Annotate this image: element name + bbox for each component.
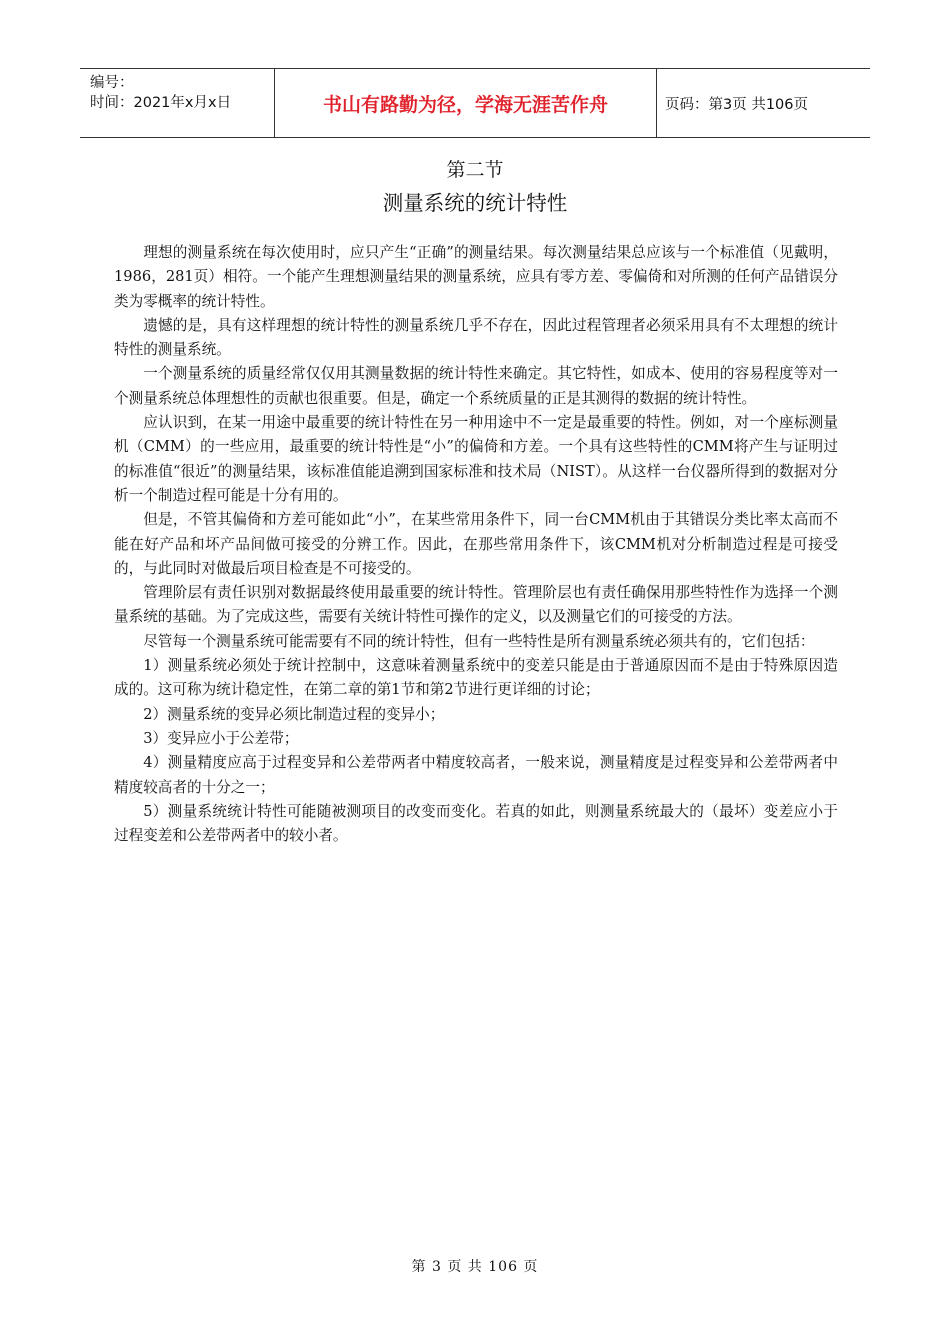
paragraph: 但是，不管其偏倚和方差可能如此“小”，在某些常用条件下，同一台CMM机由于其错误分类比率太高而不能在好产品和坏产品间做可接受的分辨工作。因此，在那些常用条件下，该CMM机对分析制造过程是可接受的，与此同时对做最后项目检查是不可接受的。 (114, 511, 838, 577)
list-item: 1）测量系统必须处于统计控制中，这意味着测量系统中的变差只能是由于普通原因而不是由于特殊原因造成的。这可称为统计稳定性，在第二章的第1节和第2节进行更详细的讨论； (114, 657, 838, 699)
number-label: 编号： (90, 75, 134, 91)
page-header (80, 68, 870, 138)
list-item: 4）测量精度应高于过程变异和公差带两者中精度较高者，一般来说，测量精度是过程变异和公差带两者中精度较高者的十分之一； (114, 754, 838, 796)
body-text (114, 241, 838, 848)
header-meta (80, 69, 275, 137)
paragraph: 尽管每一个测量系统可能需要有不同的统计特性，但有一些特性是所有测量系统必须共有的，它们包括： (143, 632, 815, 650)
paragraph: 遗憾的是，具有这样理想的统计特性的测量系统几乎不存在，因此过程管理者必须采用具有不太理想的统计特性的测量系统。 (114, 316, 838, 359)
header-motto: 书山有路勤为径，学海无涯苦作舟 (275, 69, 657, 137)
list-item: 3）变异应小于公差带； (143, 729, 299, 747)
header-page-info: 页码：第3页 共106页 (665, 96, 809, 113)
section-title: 第二节 (446, 159, 504, 181)
page-title: 测量系统的统计特性 (382, 191, 568, 215)
paragraph: 应认识到，在某一用途中最重要的统计特性在另一种用途中不一定是最重要的特性。例如，对一个座标测量机（CMM）的一些应用，最重要的统计特性是“小”的偏倚和方差。一个具有这些特性的CMM将产生与证明过的标准值“很近”的测量结果，该标准值能追溯到国家标准和技术局（NIST）。从这样一台仪器所得到的数据对分析一个制造过程可能是十分有用的。 (114, 414, 838, 504)
page-footer: 第 3 页 共 106 页 (411, 1259, 539, 1275)
paragraph: 管理阶层有责任识别对数据最终使用最重要的统计特性。管理阶层也有责任确保用那些特性作为选择一个测量系统的基础。为了完成这些，需要有关统计特性可操作的定义，以及测量它们的可接受的方法。 (114, 584, 838, 626)
list-item: 5）测量系统统计特性可能随被测项目的改变而变化。若真的如此，则测量系统最大的（最坏）变差应小于过程变差和公差带两者中的较小者。 (114, 802, 838, 845)
date-label: 时间：2021年x月x日 (90, 95, 232, 111)
list-item: 2）测量系统的变异必须比制造过程的变异小； (143, 705, 445, 723)
paragraph: 理想的测量系统在每次使用时，应只产生“正确”的测量结果。每次测量结果总应该与一个标准值（见戴明，1986，281页）相符。一个能产生理想测量结果的测量系统，应具有零方差、零偏倚和对所测的任何产品错误分类为零概率的统计特性。 (114, 244, 838, 310)
paragraph: 一个测量系统的质量经常仅仅用其测量数据的统计特性来确定。其它特性，如成本、使用的容易程度等对一个测量系统总体理想性的贡献也很重要。但是，确定一个系统质量的正是其测得的数据的统计特性。 (114, 365, 838, 407)
